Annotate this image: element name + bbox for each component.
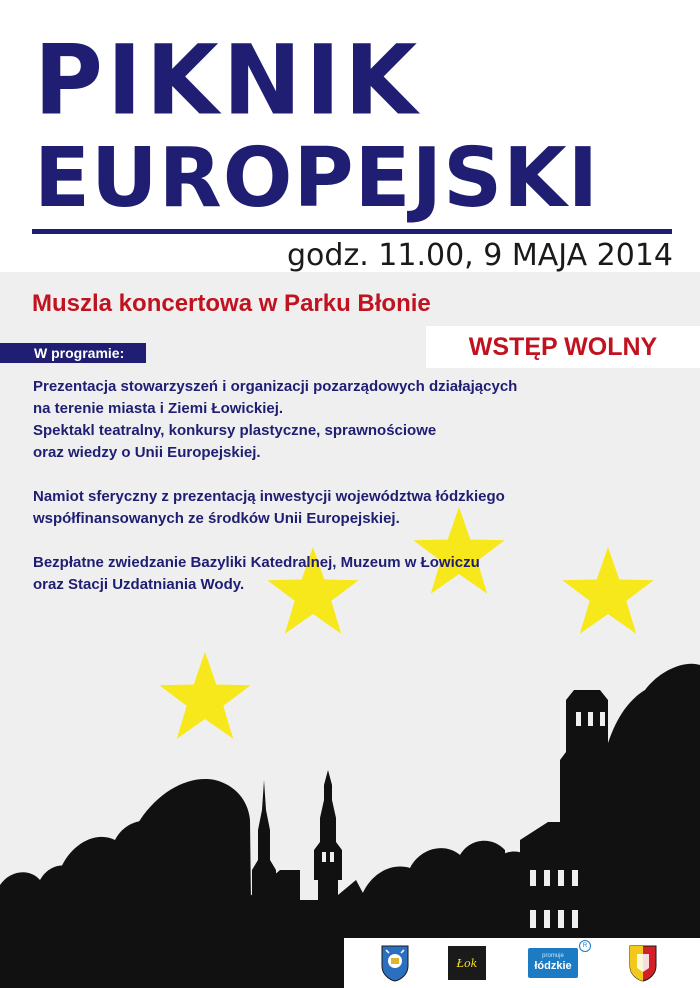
program-line: Bezpłatne zwiedzanie Bazyliki Katedralnej, Muzeum w Łowiczu: [33, 554, 480, 571]
program-line: Namiot sferyczny z prezentacją inwestycji województwa łódzkiego: [33, 488, 505, 505]
program-line: Spektakl teatralny, konkursy plastyczne, sprawnościowe: [33, 422, 437, 439]
program-label: W programie:: [0, 343, 146, 363]
program-line: Prezentacja stowarzyszeń i organizacji pozarządowych działających: [33, 378, 518, 395]
program-paragraph: [33, 376, 593, 464]
venue-heading: Muszla koncertowa w Parku Błonie: [32, 290, 431, 317]
program-text: [33, 376, 593, 618]
program-paragraph: [33, 552, 593, 596]
program-line: oraz Stacji Uzdatniania Wody.: [33, 576, 245, 593]
lowicz-county-crest-icon: [628, 944, 658, 982]
promo-big-text: łódzkie: [534, 960, 572, 972]
title-line-1: PIKNIK: [34, 25, 422, 138]
program-line: na terenie miasta i Ziemi Łowickiej.: [33, 400, 284, 417]
program-line: oraz wiedzy o Unii Europejskiej.: [33, 444, 261, 461]
program-line: współfinansowanych ze środków Unii Europejskiej.: [33, 510, 400, 527]
title-underline: [32, 229, 672, 234]
lowicz-crest-icon: [380, 944, 410, 982]
event-datetime: godz. 11.00, 9 MAJA 2014: [287, 238, 673, 273]
promo-small-text: promuje: [542, 953, 564, 959]
lok-logo-text: Łok: [456, 956, 478, 970]
sponsor-logo-bar: [344, 938, 700, 988]
promuje-lodzkie-logo-icon: [528, 948, 578, 978]
lok-logo-icon: [448, 946, 486, 980]
registered-mark-icon: R: [579, 940, 591, 952]
admission-box: [426, 326, 700, 368]
title-line-2: EUROPEJSKI: [34, 131, 600, 226]
admission-label: WSTĘP WOLNY: [468, 332, 658, 361]
program-paragraph: [33, 486, 593, 530]
